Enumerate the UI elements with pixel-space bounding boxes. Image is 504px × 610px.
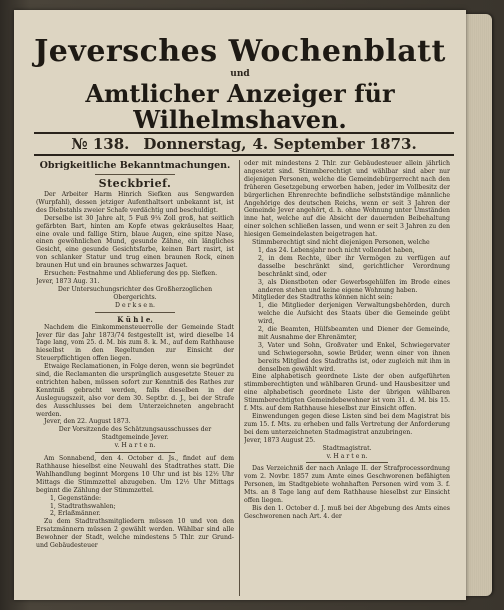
steckbrief-place: Jever, 1873 Aug. 31. [36, 277, 100, 285]
left-column [36, 160, 234, 596]
magistrat-place: Jever, 1873 August 25. [244, 436, 316, 444]
columns [36, 160, 454, 596]
issue-date: 4. September 1873. [252, 135, 417, 153]
list-item: 2, die Beamten, Hülfsbeamten und Diener der Gemeinde, mit Ausnahme der Ehrenämter, [258, 326, 450, 341]
voter-list-paragraph: Eine alphabetisch geordnete Liste der oben aufgeführten stimmberechtigten und wählbaren Grund- und Hausbesitzer und eine alphabetisch geordnete Liste der übrigen wählbaren Stimmberechtigten Gemeindebewohner ist vom 31. d. M. bis 15. f. Mts. auf dem Rathhause hieselbst zur Einsicht offen. [244, 373, 450, 413]
steckbrief-paragraph: Ersuchen: Festnahme und Ablieferung des pp. Siefken. [44, 270, 218, 278]
list-item: 1, Gegenstände: [50, 494, 102, 502]
tax-paragraph: Nachdem die Einkommensteuerrolle der Gemeinde Stadt Jever für das Jahr 1873/74 festgestellt ist, wird dieselbe 14 Tage lang, vom 25. d. M. bis zum 8. k. M., auf dem Rathhause hieselbst in den Regeltunden zur Einsicht der Steuerpflichtigen offen liegen. [36, 323, 234, 363]
exclusion-list [244, 247, 450, 294]
magistrat-signature: v. H a r t e n. [326, 452, 368, 460]
election-list [36, 495, 234, 519]
steckbrief-authority: Der Untersuchungsrichter des Großherzoglichen Obergerichts. [57, 285, 213, 301]
council-paragraph: Mitglieder des Stadtraths können nicht sein: [252, 294, 393, 302]
steckbrief-paragraph: Der Arbeiter Harm Hinrich Siefken aus Sengwarden (Wurpfahl), dessen jetziger Aufenthaltsort unbekannt ist, ist des Diebstahls zweier Schafe verdächtig und beschuldigt. [36, 191, 234, 214]
page-edge [462, 14, 492, 596]
magistrat-authority: Stadtmagistrat. [322, 444, 372, 452]
right-column [244, 160, 450, 596]
council-list [244, 302, 450, 373]
newspaper-page [14, 10, 466, 600]
election-paragraph: Zu dem Stadtrathsmitgliedern müssen 10 und von den Ersatzmännern müssen 2 gewählt werden. Wählbar sind alle Bewohner der Stadt, welche mindestens 5 Thlr. zur Grund- und Gebäudesteuer [36, 518, 234, 550]
divider [95, 312, 174, 313]
eligibility-paragraph: oder mit mindestens 2 Thlr. zur Gebäudesteuer allein jährlich angesetzt sind. Stimmberechtigt und wählbar sind aber nur diejenigen Personen, welche die Gemeindebürgerrecht nach den früheren Gesetzgebung erworben haben, jeder im Vollbesitz der bürgerlichen Ehrenrechte befindliche selbstständige männliche Angehörige des deutschen Reichs, wenn er seit 3 Jahren der Gemeinde Jever angehört, d. h. ohne Wohnung unter Umständen inne hat, welche auf die Absicht der dauernden Beibehaltung einer solchen schließen lassen, und wenn er seit 3 Jahren zu den hiesigen Gemeindelasten beigetragen hat. [244, 160, 450, 239]
masthead-subtitle: Amtlicher Anzeiger für Wilhelmshaven. [85, 79, 395, 134]
kuehe-title: K ü h l e. [117, 314, 153, 324]
list-item: 2, in dem Rechte, über ihr Vermögen zu verfügen auf dasselbe beschränkt sind, gerichtlicher Verordnung beschränkt sind, oder [258, 254, 450, 278]
objection-paragraph: Einwendungen gegen diese Listen sind bei dem Magistrat bis zum 15. f. Mts. zu erheben und falls Vertretung der Anforderung bei dem unterzeichneten Stadmagistrat anzubringen. [244, 413, 450, 436]
list-item: 3, Vater und Sohn, Großvater und Enkel, Schwiegervater und Schwiegersohn, sowie Brüder, wenn einer von ihnen bereits Mitglied des Stadtraths ist, oder zugleich mit ihm in denselben gewählt wird. [258, 341, 450, 373]
tax-place: Jever, den 22. August 1873. [44, 418, 131, 426]
divider [95, 174, 174, 175]
masthead-conjunction: und [230, 69, 250, 79]
tax-authority: Der Vorsitzende des Schätzungsausschusses der Stadtgemeinde Jever. [58, 426, 212, 442]
election-paragraph: Am Sonnabend, den 4. October d. Js., findet auf dem Rathhause hieselbst eine Neuwahl des Stadtrathes statt. Die Wahlhandlung beginnt Morgens 10 Uhr und ist bis 12½ Uhr Mittags die Stimmzettel abzugeben. Um 12½ Uhr Mittags beginnt die Zählung der Stimmzettel. [36, 455, 234, 494]
jury-paragraph: Das Verzeichniß der nach Anlage II. der Strafprocessordnung vom 2. Novbr. 1857 zum Amte eines Geschworenen befähigten Personen, im Stadtgebiete wohnhaften Personen wird vom 3. f. Mts. an 8 Tage lang auf dem Rathhause hieselbst zur Einsicht offen liegen. [244, 465, 450, 505]
list-item: 1, das 24. Lebensjahr noch nicht vollendet haben, [258, 246, 415, 254]
masthead-title: Jeversches Wochenblatt [34, 34, 446, 69]
eligibility-paragraph: Stimmberechtigt sind nicht diejenigen Personen, welche [252, 239, 430, 247]
column-rule [239, 160, 240, 596]
divider [95, 452, 174, 453]
steckbrief-paragraph: Derselbe ist 30 Jahre alt, 5 Fuß 9¼ Zoll groß, hat seitlich gefärbten Bart, hinten am Kopfe etwas gekräuseltes Haar, eine ovale und fallige Stirn, blaue Augen, eine spitze Nase, einen gewöhnlichen Mund, gesunde Zähne, ein längliches Gesicht, eine gesunde Gesichtsfarbe, keinen Bart rasirt, ist von schlanker Statur und trug einen braunen Rock, einen braunen Hut und ein braunes schwarzes Jaquet. [36, 214, 234, 270]
steckbrief-signature: D e r k s e n. [115, 301, 155, 309]
issue-day: Donnerstag, [143, 135, 247, 153]
issue-number: № 138. [71, 135, 130, 153]
list-item: 1, Stadtrathswahlen; [50, 502, 116, 510]
list-item: 1, die Mitglieder derjenigen Verwaltungsbehörden, durch welche die Aufsicht des Staats über die Gemeinde geübt wird, [258, 302, 450, 326]
tax-paragraph: Etwaige Reclamationen, in Folge deren, wenn sie begründet sind, die Reclamanten die ursprünglich ausgesetzte Steuer zu entrichten haben, müssen sofort zur Kenntniß des Rathes zur Kenntniß gebracht werden, falls dieselben in der Ausleguugszeit, also vor dem 30. Septbr. d. J., bei der Strafe des Ausschlusses bei dem Unterzeichneten angebracht werden. [36, 363, 234, 418]
jury-paragraph: Bis den 1. October d. J. muß bei der Abgebung des Amts eines Geschworenen nach Art. 4. der [244, 504, 450, 520]
steckbrief-title: Steckbrief. [98, 177, 172, 190]
masthead [14, 36, 466, 133]
list-item: 3, als Dienstboten oder Gewerbsgehülfen im Brode eines anderen stehen und keine eigene Wohnung haben. [258, 278, 450, 294]
tax-signature: v. H a r t e n. [114, 442, 156, 450]
divider [306, 462, 388, 463]
issue-bar [34, 132, 454, 156]
section-heading: Obrigkeitliche Bekanntmachungen. [39, 160, 231, 171]
list-item: 2, Erlaßmänner. [50, 510, 101, 518]
